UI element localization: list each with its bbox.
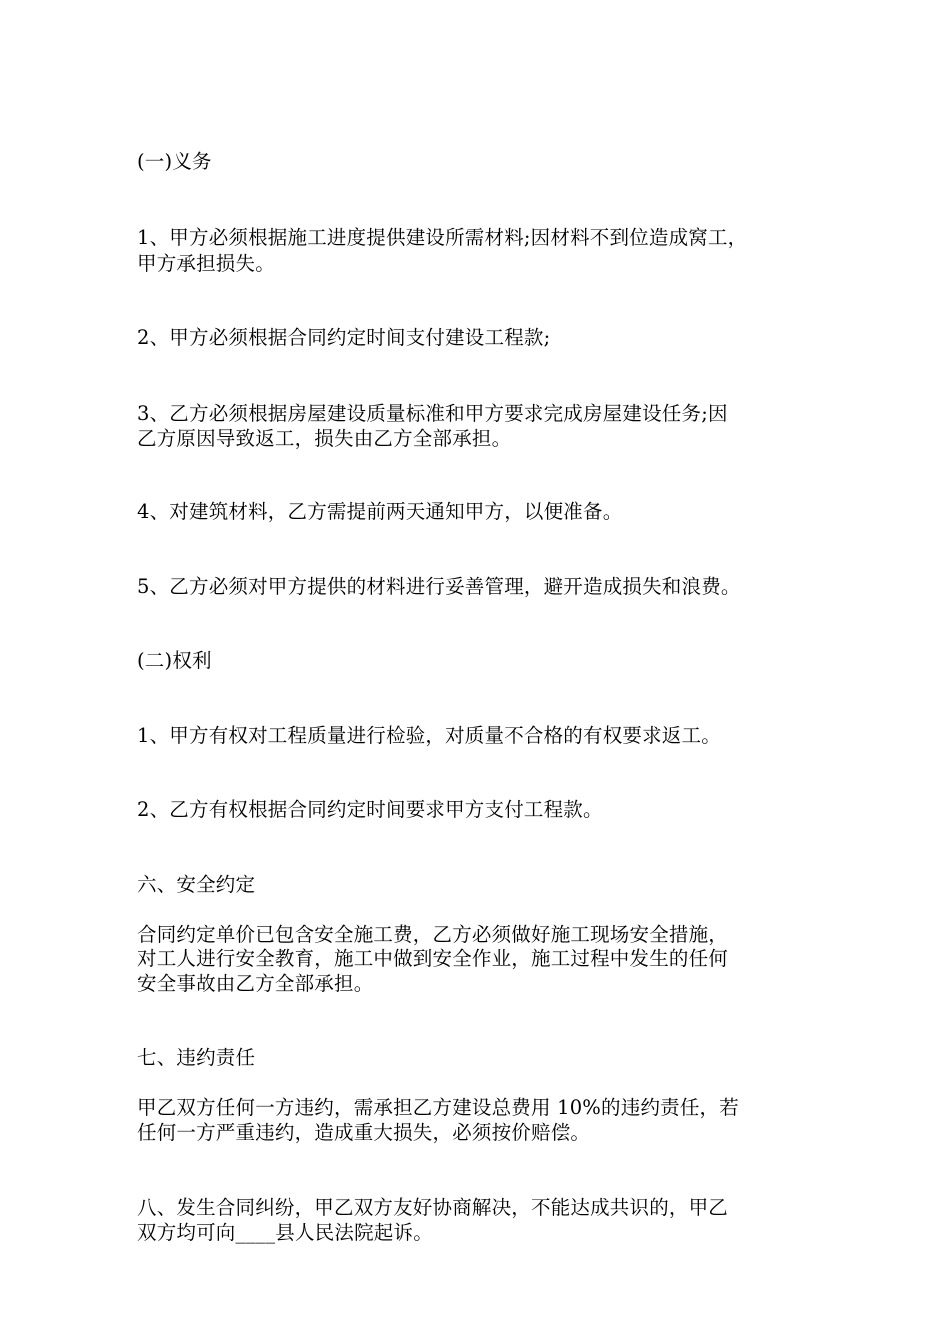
obligation-4: 4、对建筑材料，乙方需提前两天通知甲方，以便准备。 (137, 500, 623, 523)
obligation-3-line-1: 3、乙方必须根据房屋建设质量标准和甲方要求完成房屋建设任务;因 (137, 402, 728, 425)
heading-safety: 六、安全约定 (137, 873, 256, 896)
obligation-3-line-2: 乙方原因导致返工，损失由乙方全部承担。 (137, 427, 512, 450)
disputes-line-2: 双方均可向____县人民法院起诉。 (137, 1221, 433, 1244)
heading-rights: (二)权利 (137, 649, 212, 672)
safety-line-2: 对工人进行安全教育，施工中做到安全作业，施工过程中发生的任何 (137, 947, 729, 970)
obligation-1-line-1: 1、甲方必须根据施工进度提供建设所需材料;因材料不到位造成窝工， (137, 226, 748, 249)
liability-line-2: 任何一方严重违约，造成重大损失，必须按价赔偿。 (137, 1121, 591, 1144)
heading-liability: 七、违约责任 (137, 1046, 256, 1069)
right-1: 1、甲方有权对工程质量进行检验，对质量不合格的有权要求返工。 (137, 724, 721, 747)
heading-obligations: (一)义务 (137, 150, 212, 173)
right-2: 2、乙方有权根据合同约定时间要求甲方支付工程款。 (137, 798, 603, 821)
liability-line-1: 甲乙双方任何一方违约，需承担乙方建设总费用 10%的违约责任，若 (137, 1096, 739, 1119)
disputes-line-1: 八、发生合同纠纷，甲乙双方友好协商解决，不能达成共识的，甲乙 (137, 1196, 729, 1219)
safety-line-3: 安全事故由乙方全部承担。 (137, 972, 374, 995)
obligation-5: 5、乙方必须对甲方提供的材料进行妥善管理，避开造成损失和浪费。 (137, 575, 741, 598)
obligation-2: 2、甲方必须根据合同约定时间支付建设工程款; (137, 326, 551, 349)
obligation-1-line-2: 甲方承担损失。 (137, 252, 275, 275)
safety-line-1: 合同约定单价已包含安全施工费，乙方必须做好施工现场安全措施， (137, 923, 729, 946)
